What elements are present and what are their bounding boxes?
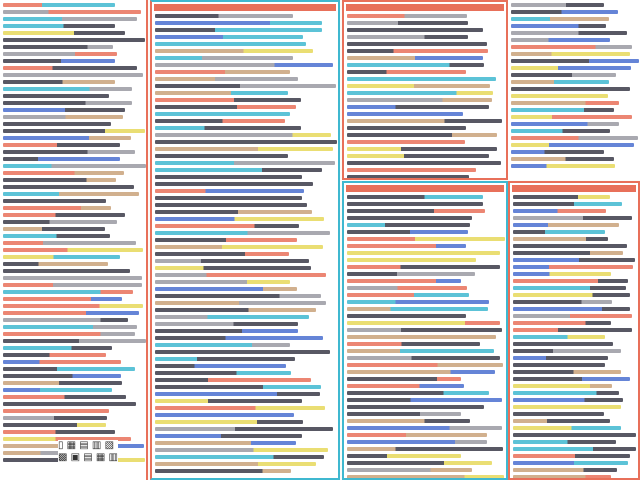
text-line [347,216,472,220]
text-line [3,164,146,168]
text-line [3,122,111,126]
text-line [3,45,113,49]
text-line [513,412,604,416]
text-line [155,455,324,459]
text-line [513,328,632,332]
text-line [347,342,480,346]
text-line [3,346,112,350]
text-line [511,24,606,28]
text-line [155,287,297,291]
text-line [3,374,121,378]
text-line [513,202,622,206]
text-line [513,195,610,199]
text-line [155,413,294,417]
text-line [155,105,296,109]
text-line [3,101,132,105]
text-line [347,272,475,276]
text-line [513,307,630,311]
text-line [347,426,502,430]
text-line [347,49,488,53]
text-line [347,405,484,409]
text-line [155,350,330,354]
text-line [511,3,604,7]
text-line [155,392,320,396]
bottom-middle-panel [342,181,508,480]
text-line [3,311,139,315]
text-line [3,136,131,140]
text-line [513,230,605,234]
text-line [155,357,295,361]
text-line [155,273,326,277]
text-line [513,405,621,409]
text-line [347,168,476,172]
text-line [347,307,488,311]
text-line [3,318,128,322]
text-line [3,52,117,56]
text-line [347,475,504,479]
text-line [513,384,612,388]
text-line [347,419,470,423]
text-line [155,329,298,333]
text-line [347,223,470,227]
text-line [155,84,336,88]
text-line [3,409,109,413]
text-line [155,217,324,221]
text-line [3,31,125,35]
text-line [155,49,313,53]
text-line [347,433,487,437]
center-column-panel [150,0,340,480]
text-line [513,300,612,304]
text-line [347,377,461,381]
text-line [347,119,502,123]
text-line [347,133,497,137]
text-line [3,73,143,77]
text-line [3,157,120,161]
text-line [155,168,322,172]
text-line [347,14,467,18]
text-line [513,258,635,262]
text-line [3,80,115,84]
text-line [347,244,466,248]
text-line [511,59,639,63]
text-line [513,342,613,346]
text-line [155,378,311,382]
text-line [513,237,608,241]
text-line [511,122,619,126]
text-line [347,391,489,395]
text-line [347,28,483,32]
text-line [155,364,286,368]
text-line [347,112,463,116]
text-line [155,98,301,102]
text-line [155,441,296,445]
text-line [3,430,115,434]
text-line [513,209,606,213]
text-line [155,35,303,39]
text-line [347,84,490,88]
text-line [347,175,469,179]
text-line [3,234,110,238]
text-line [513,468,617,472]
text-line [511,150,604,154]
text-line [347,293,469,297]
text-line [3,262,108,266]
text-line [347,454,461,458]
text-line [347,77,496,81]
text-line [3,283,142,287]
text-line [513,286,626,290]
text-line [347,286,467,290]
text-line [347,91,493,95]
text-line [155,371,291,375]
panel-header-bar [346,4,504,11]
text-line [3,213,125,217]
text-line [513,391,619,395]
text-line [511,115,632,119]
text-line [347,349,494,353]
decorative-icon-glyphs: ▯ ▦ ▤ ▥ ▧ ▩ ▣ ▤ ▦ ▥ [58,440,118,463]
text-line [155,161,335,165]
text-line [513,475,611,479]
text-line [513,377,630,381]
text-line [155,280,290,284]
text-line [347,126,466,130]
panel-header-bar [154,4,336,11]
text-line [347,21,468,25]
text-line [347,461,492,465]
text-line [513,356,608,360]
text-line [511,157,614,161]
text-line [3,185,134,189]
text-line [347,412,461,416]
text-line [155,63,333,67]
text-line [155,14,293,18]
text-line [155,182,313,186]
text-line [511,108,614,112]
text-line [347,447,503,451]
text-line [347,56,483,60]
text-line [511,87,630,91]
text-line [155,112,290,116]
text-line [347,258,476,262]
text-line [347,279,461,283]
text-line [513,251,623,255]
text-line [155,231,330,235]
text-line [3,388,112,392]
text-line [347,314,466,318]
text-line [3,94,109,98]
text-line [3,360,121,364]
text-line [3,108,125,112]
text-line [3,38,145,42]
text-line [3,381,122,385]
text-line [155,70,290,74]
text-line [513,335,605,339]
text-line [347,251,500,255]
text-line [155,42,306,46]
text-line [347,154,489,158]
text-line [513,419,610,423]
text-line [155,259,309,263]
text-line [347,63,484,67]
text-line [3,59,115,63]
text-line [155,91,288,95]
text-line [513,265,633,269]
top-middle-panel [342,0,508,180]
text-line [347,105,489,109]
text-line [155,469,291,473]
text-line [155,203,307,207]
text-line [347,321,500,325]
text-line [155,175,302,179]
bottom-right-panel [508,181,640,480]
text-line [155,224,299,228]
text-line [347,328,502,332]
text-line [155,56,293,60]
text-line [155,343,290,347]
text-line [511,52,630,56]
text-line [155,266,311,270]
text-line [513,223,619,227]
text-line [3,10,141,14]
text-line [3,115,123,119]
text-line [347,70,466,74]
text-line [513,272,611,276]
text-line [513,440,616,444]
text-line [513,426,621,430]
text-line [3,87,132,91]
text-line [155,322,298,326]
text-line [3,290,133,294]
text-line [513,461,628,465]
text-line [347,363,503,367]
text-line [3,24,115,28]
text-line [155,196,302,200]
text-line [155,77,298,81]
text-line [347,161,501,165]
text-line [3,276,142,280]
text-line [155,21,322,25]
text-line [513,398,623,402]
text-line [155,420,303,424]
text-line [511,17,609,21]
text-line [3,367,135,371]
text-line [155,434,302,438]
text-line [513,363,605,367]
text-line [3,150,135,154]
text-line [511,31,627,35]
text-line [155,126,301,130]
text-line [3,227,105,231]
text-line [3,269,130,273]
text-line [347,356,500,360]
text-line [347,98,492,102]
text-line [511,73,616,77]
left-column-panel [0,0,148,480]
text-line [511,143,634,147]
text-line [3,402,136,406]
text-line [3,353,106,357]
text-line [511,10,618,14]
text-line [155,462,316,466]
text-line [155,301,326,305]
text-line [155,210,312,214]
text-line [347,237,505,241]
text-line [511,38,610,42]
text-line [513,321,611,325]
text-line [347,300,489,304]
text-line [155,399,302,403]
text-line [347,195,483,199]
text-line [511,94,608,98]
text-line [513,293,630,297]
text-line [3,241,136,245]
text-line [3,248,143,252]
text-line [513,279,628,283]
text-line [155,406,325,410]
text-line [347,398,502,402]
text-line [513,216,632,220]
text-line [3,220,117,224]
text-line [513,454,630,458]
text-line [155,245,323,249]
text-line [3,178,116,182]
text-line [155,28,322,32]
text-line [155,119,285,123]
text-line [347,35,468,39]
text-line [347,140,465,144]
text-line [155,315,309,319]
text-line [155,294,321,298]
text-line [347,384,464,388]
text-line [3,423,106,427]
text-line [511,101,619,105]
text-line [511,80,609,84]
text-line [3,395,126,399]
text-line [347,147,497,151]
text-line [513,433,636,437]
text-line [513,314,632,318]
text-line [347,230,468,234]
text-line [3,206,111,210]
text-line [155,189,304,193]
text-line [155,238,297,242]
text-line [3,332,135,336]
text-line [3,416,107,420]
text-line [155,154,288,158]
text-line [511,66,631,70]
text-line [3,66,137,70]
top-right-panel [508,0,640,180]
text-line [511,164,615,168]
text-line [3,171,124,175]
text-line [155,308,316,312]
panel-header-bar [512,185,636,192]
text-line [511,45,632,49]
text-line [347,265,500,269]
text-line [155,385,321,389]
text-line [511,136,638,140]
text-line [347,370,495,374]
text-line [155,427,333,431]
text-line [155,133,331,137]
text-line [155,140,337,144]
text-line [513,370,621,374]
text-line [347,440,487,444]
text-line [347,335,496,339]
text-line [347,202,483,206]
text-line [3,192,139,196]
text-line [511,129,610,133]
text-line [513,447,636,451]
text-line [3,255,120,259]
text-line [3,199,106,203]
text-line [155,147,333,151]
text-line [3,143,120,147]
panel-header-bar [346,185,504,192]
text-line [155,336,323,340]
text-line [3,304,143,308]
text-line [3,339,146,343]
text-line [347,209,485,213]
text-line [155,252,289,256]
text-line [3,3,115,7]
text-line [513,349,621,353]
text-line [513,244,627,248]
text-line [155,448,328,452]
text-line [3,325,137,329]
text-line [3,129,145,133]
text-line [3,297,122,301]
text-line [347,42,487,46]
text-line [3,17,137,21]
text-line [347,468,472,472]
